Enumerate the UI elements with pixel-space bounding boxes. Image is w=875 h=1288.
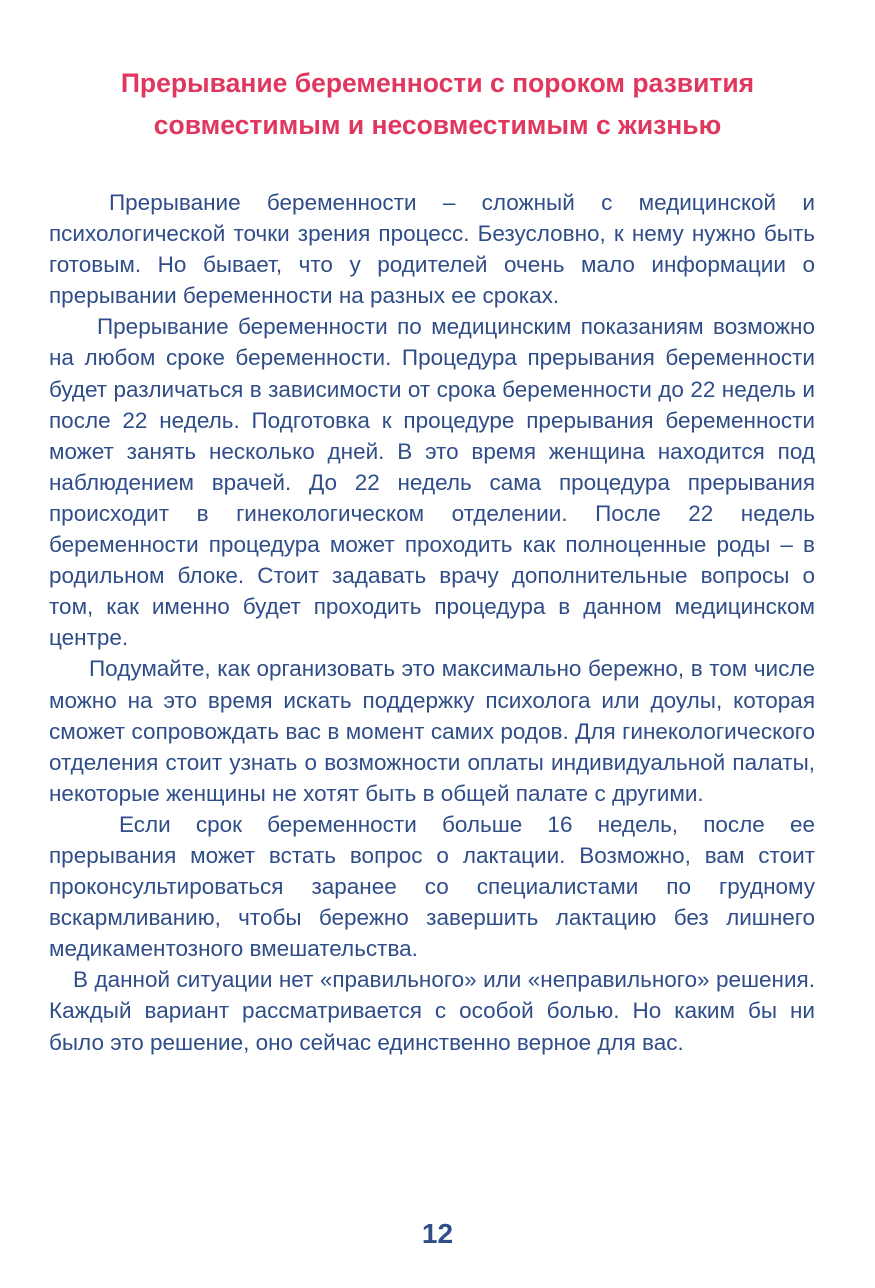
paragraph-3: Подумайте, как организовать это максимально бережно, в том числе можно на это время искать поддержку психолога или доулы, которая сможет сопровождать вас в момент самих родов. Для гинекологического отделения стоит узнать о возможности оплаты индивидуальной палаты, некоторые женщины не хотят быть в общей палате с другими. [49, 656, 815, 806]
page-number: 12 [421, 1218, 454, 1249]
body-text [49, 187, 815, 1058]
page-title-line-1: Прерывание беременности с пороком развития [120, 68, 755, 98]
paragraph-5: В данной ситуации нет «правильного» или «неправильного» решения. Каждый вариант рассматривается с особой болью. Но каким бы ни было это решение, оно сейчас единственно верное для вас. [49, 967, 815, 1055]
page-title-line-2: совместимым и несовместимым с жизнью [153, 110, 722, 140]
page-title [40, 62, 835, 146]
paragraph-4: Если срок беременности больше 16 недель, после ее прерывания может встать вопрос о лактации. Возможно, вам стоит проконсультироваться заранее со специалистами по грудному вскармливанию, чтобы бережно завершить лактацию без лишнего медикаментозного вмешательства. [49, 811, 815, 962]
paragraph-2: Прерывание беременности по медицинским показаниям возможно на любом сроке беременности. Процедура прерывания беременности будет различаться в зависимости от срока беременности до 22 недель и после 22 недель. Подготовка к процедуре прерывания беременности может занять несколько дней. В это время женщина находится под наблюдением врачей. До 22 недель сама процедура прерывания происходит в гинекологическом отделении. После 22 недель беременности процедура может проходить как полноценные роды – в родильном блоке. Стоит задавать врачу дополнительные вопросы о том, как именно будет проходить процедура в данном медицинском центре. [49, 314, 815, 651]
paragraph-1: Прерывание беременности – сложный с медицинской и психологической точки зрения процесс. Безусловно, к нему нужно быть готовым. Но бывает, что у родителей очень мало информации о прерывании беременности на разных ее сроках. [49, 190, 815, 309]
